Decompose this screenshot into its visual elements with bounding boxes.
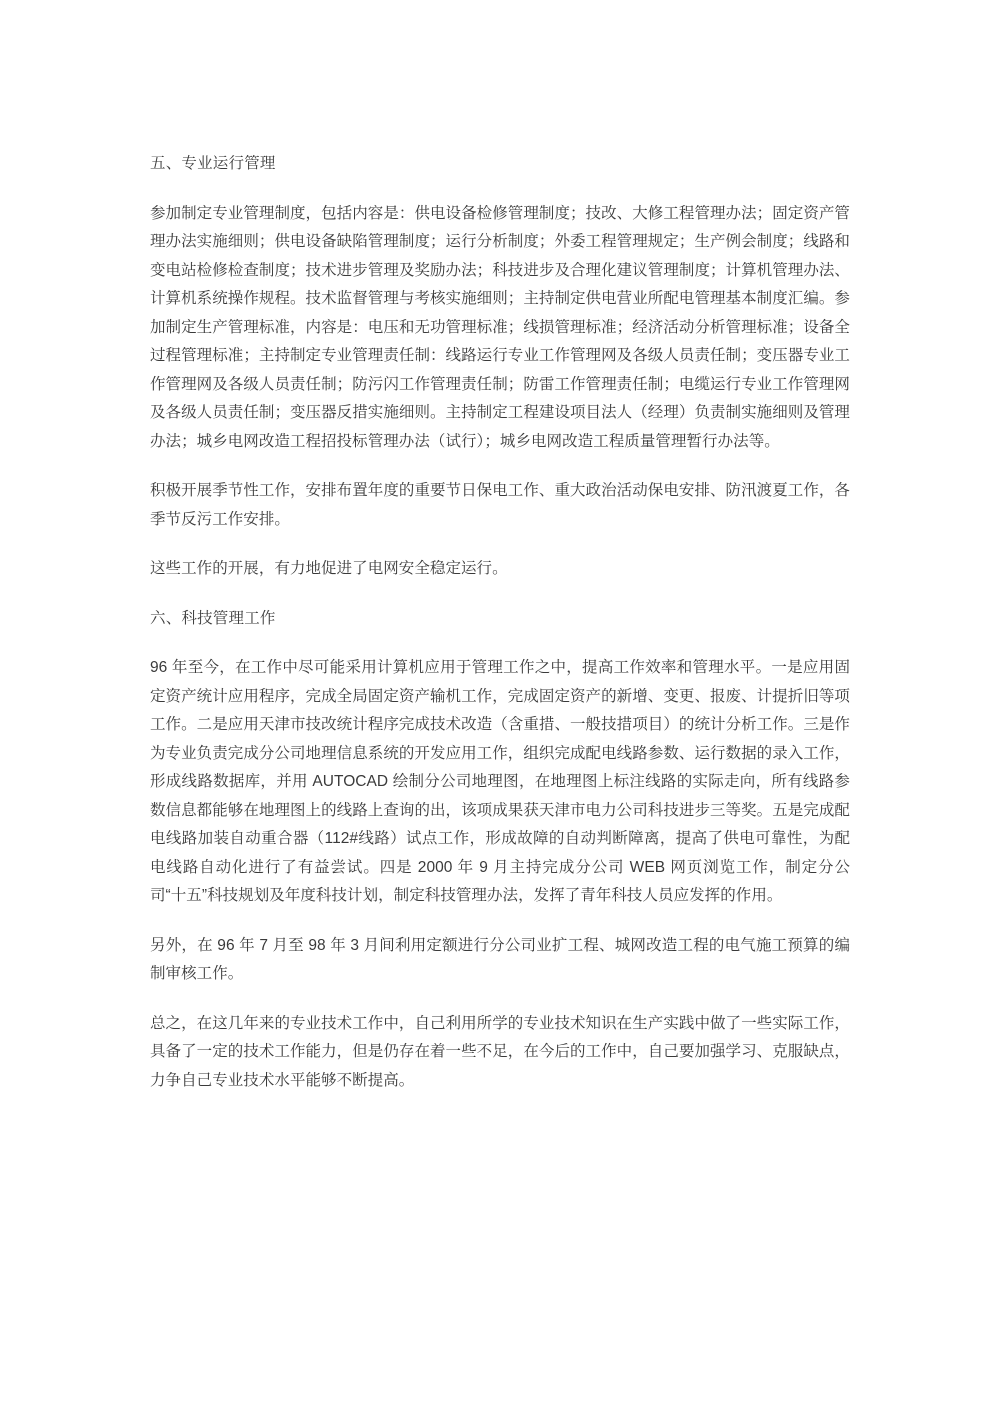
paragraph-management-systems: 参加制定专业管理制度，包括内容是：供电设备检修管理制度；技改、大修工程管理办法；固定资产管理办法实施细则；供电设备缺陷管理制度；运行分析制度；外委工程管理规定；生产例会制度；线路和变电站检修检查制度；技术进步管理及奖励办法；科技进步及合理化建议管理制度；计算机管理办法、计算机系统操作规程。技术监督管理与考核实施细则；主持制定供电营业所配电管理基本制度汇编。参加制定生产管理标准，内容是：电压和无功管理标准；线损管理标准；经济活动分析管理标准；设备全过程管理标准；主持制定专业管理责任制：线路运行专业工作管理网及各级人员责任制；变压器专业工作管理网及各级人员责任制；防污闪工作管理责任制；防雷工作管理责任制；电缆运行专业工作管理网及各级人员责任制；变压器反措实施细则。主持制定工程建设项目法人（经理）负责制实施细则及管理办法；城乡电网改造工程招投标管理办法（试行）；城乡电网改造工程质量管理暂行办法等。 — [150, 204, 850, 450]
paragraph-conclusion: 总之，在这几年来的专业技术工作中，自己利用所学的专业技术知识在生产实践中做了一些实际工作，具备了一定的技术工作能力，但是仍存在着一些不足，在今后的工作中，自己要加强学习、克服缺点，力争自己专业技术水平能够不断提高。 — [150, 1014, 850, 1089]
section-heading-six: 六、科技管理工作 — [150, 609, 276, 627]
paragraph-technology-management: 96 年至今，在工作中尽可能采用计算机应用于管理工作之中，提高工作效率和管理水平。一是应用固定资产统计应用程序，完成全局固定资产输机工作，完成固定资产的新增、变更、报废、计提折旧等项工作。二是应用天津市技改统计程序完成技术改造（含重措、一般技措项目）的统计分析工作。三是作为专业负责完成分公司地理信息系统的开发应用工作，组织完成配电线路参数、运行数据的录入工作，形成线路数据库，并用 AUTOCAD 绘制分公司地理图，在地理图上标注线路的实际走向，所有线路参数信息都能够在地理图上的线路上查询的出，该项成果获天津市电力公司科技进步三等奖。五是完成配电线路加装自动重合器（112#线路）试点工作，形成故障的自动判断障离，提高了供电可靠性，为配电线路自动化进行了有益尝试。四是 2000 年 9 月主持完成分公司 WEB 网页浏览工作，制定分公司“十五”科技规划及年度科技计划，制定科技管理办法，发挥了青年科技人员应发挥的作用。 — [150, 659, 850, 904]
section-heading-five: 五、专业运行管理 — [150, 155, 276, 172]
document-body — [150, 150, 850, 1095]
paragraph-seasonal-work: 积极开展季节性工作，安排布置年度的重要节日保电工作、重大政治活动保电安排、防汛渡夏工作，各季节反污工作安排。 — [150, 482, 850, 528]
paragraph-grid-stability: 这些工作的开展，有力地促进了电网安全稳定运行。 — [150, 560, 508, 577]
paragraph-budget-review: 另外，在 96 年 7 月至 98 年 3 月间利用定额进行分公司业扩工程、城网改造工程的电气施工预算的编制审核工作。 — [150, 936, 850, 982]
